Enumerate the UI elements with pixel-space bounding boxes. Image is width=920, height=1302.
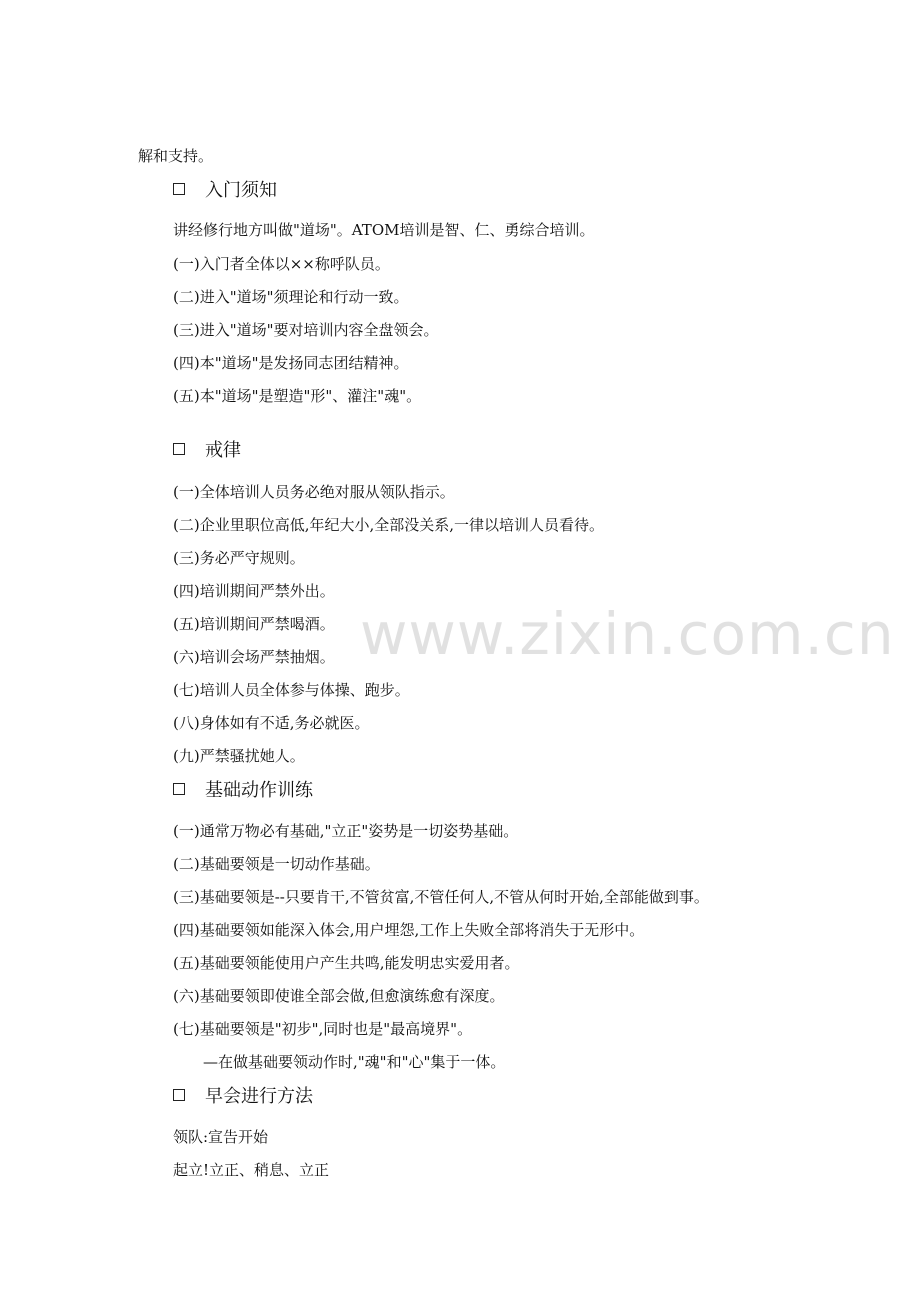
watermark: www.zixin.com.cn [360, 600, 895, 668]
list-item: (二)企业里职位高低,年纪大小,全部没关系,一律以培训人员看待。 [173, 516, 605, 534]
checkbox-square-icon [173, 783, 185, 795]
checkbox-square-icon [173, 1089, 185, 1101]
list-item: (七)培训人员全体参与体操、跑步。 [173, 681, 410, 699]
list-item: (九)严禁骚扰她人。 [173, 747, 305, 765]
checkbox-square-icon [173, 183, 185, 195]
list-item: (五)本"道场"是塑造"形"、灌注"魂"。 [173, 387, 422, 405]
list-item: (八)身体如有不适,务必就医。 [173, 714, 370, 732]
note-line: —在做基础要领动作时,"魂"和"心"集于一体。 [203, 1053, 506, 1071]
list-item: (四)培训期间严禁外出。 [173, 582, 335, 600]
list-item: (一)入门者全体以××称呼队员。 [173, 255, 390, 273]
list-item: (四)基础要领如能深入体会,用户埋怨,工作上失败全部将消失于无形中。 [173, 921, 645, 939]
list-item: (五)培训期间严禁喝酒。 [173, 615, 335, 633]
section-heading-entry: 入门须知 [173, 180, 277, 202]
list-item: (一)全体培训人员务必绝对服从领队指示。 [173, 483, 455, 501]
list-item: (三)基础要领是--只要肯干,不管贫富,不管任何人,不管从何时开始,全部能做到事。 [173, 888, 709, 906]
list-item: (七)基础要领是"初步",同时也是"最高境界"。 [173, 1020, 473, 1038]
section-heading-basic-training: 基础动作训练 [173, 780, 313, 802]
list-item: (六)培训会场严禁抽烟。 [173, 648, 335, 666]
paragraph: 讲经修行地方叫做"道场"。ATOM培训是智、仁、勇综合培训。 [173, 221, 595, 239]
list-item: (二)基础要领是一切动作基础。 [173, 855, 380, 873]
list-item: (三)进入"道场"要对培训内容全盘领会。 [173, 321, 439, 339]
list-item: (二)进入"道场"须理论和行动一致。 [173, 288, 409, 306]
list-item: (六)基础要领即使谁全部会做,但愈演练愈有深度。 [173, 987, 505, 1005]
list-item: (三)务必严守规则。 [173, 549, 305, 567]
paragraph: 领队:宣告开始 [173, 1128, 269, 1146]
paragraph: 起立!立正、稍息、立正 [173, 1161, 330, 1179]
list-item: (一)通常万物必有基础,"立正"姿势是一切姿势基础。 [173, 822, 519, 840]
list-item: (五)基础要领能使用户产生共鸣,能发明忠实爱用者。 [173, 954, 520, 972]
continuation-text: 解和支持。 [138, 147, 214, 165]
section-heading-rules: 戒律 [173, 440, 241, 462]
checkbox-square-icon [173, 443, 185, 455]
list-item: (四)本"道场"是发扬同志团结精神。 [173, 354, 409, 372]
section-heading-morning-meeting: 早会进行方法 [173, 1086, 313, 1108]
